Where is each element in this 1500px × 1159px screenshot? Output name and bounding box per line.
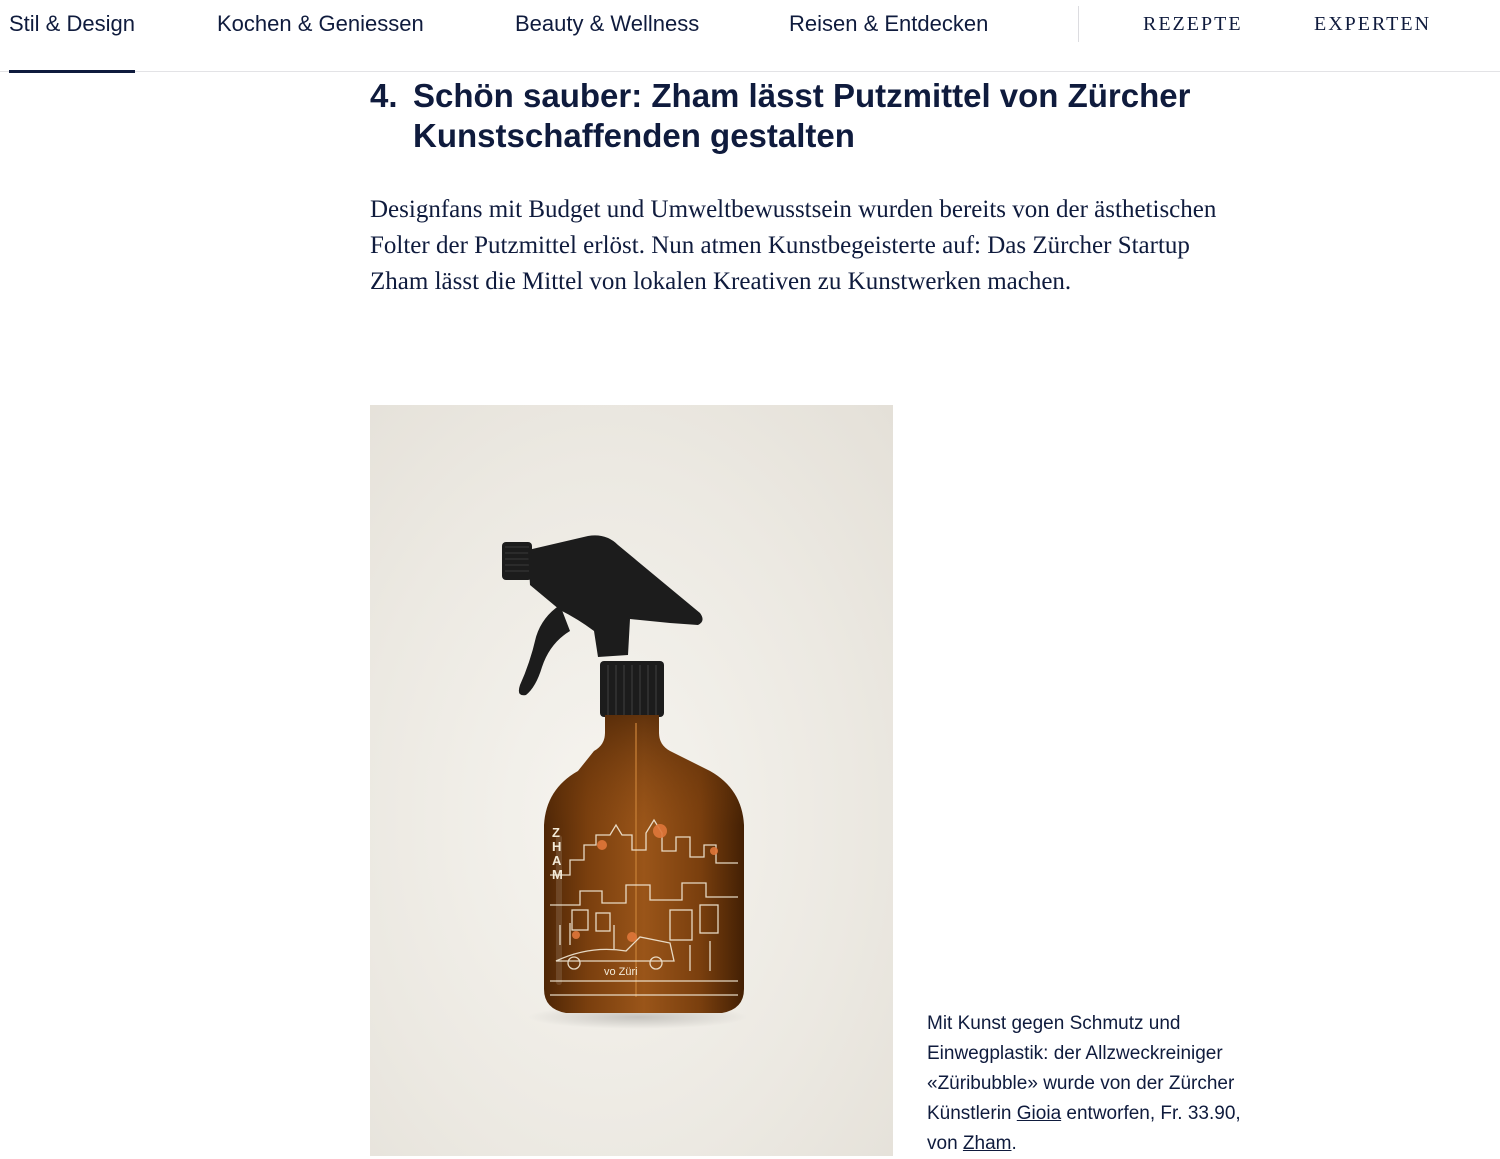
caption-link-zham[interactable]: Zham	[962, 1133, 1012, 1154]
sprayer-head	[502, 535, 703, 717]
svg-text:A: A	[552, 853, 562, 868]
svg-text:M: M	[552, 867, 563, 882]
caption-text: Mit Kunst gegen Schmutz und Einwegplastik: der Allzweckreiniger «Züribubble» wurde von der Zürcher Künstlerin	[927, 1013, 1235, 1124]
section-number: 4.	[370, 77, 398, 114]
section-heading	[370, 76, 1250, 156]
figure-caption	[927, 1009, 1272, 1159]
nav-item-kochen-geniessen[interactable]	[217, 0, 424, 72]
caption-link-gioia[interactable]: Gioia	[1016, 1103, 1062, 1124]
intro-paragraph: Designfans mit Budget und Umweltbewusstsein wurden bereits von der ästhetischen Folter der Putzmittel erlöst. Nun atmen Kunstbegeisterte auf: Das Zürcher Startup Zham lässt die Mittel von lokalen Kreativen zu Kunstwerken machen.	[370, 196, 1217, 295]
nav-item-beauty-wellness[interactable]	[515, 0, 699, 72]
nav-link-rezepte[interactable]: REZEPTE	[1143, 13, 1243, 35]
nav-item-label: Stil & Design	[9, 11, 135, 36]
nav-item-label: Beauty & Wellness	[515, 11, 700, 36]
caption-text: .	[1011, 1133, 1017, 1154]
nav-link-experten[interactable]: EXPERTEN	[1314, 13, 1432, 35]
svg-text:Z: Z	[552, 825, 560, 840]
nav-item-label: Reisen & Entdecken	[789, 11, 989, 36]
active-tab-underline	[9, 70, 135, 73]
spray-bottle-illustration	[370, 405, 893, 1156]
nav-item-reisen-entdecken[interactable]	[789, 0, 988, 72]
nav-divider	[1078, 6, 1079, 42]
nav-item-stil-design[interactable]	[9, 0, 135, 72]
section-title: Schön sauber: Zham lässt Putzmittel von Zürcher Kunstschaffenden gestalten	[413, 77, 1191, 154]
nav-item-label: Kochen & Geniessen	[217, 11, 424, 36]
product-photo	[370, 405, 893, 1156]
caption-text: entworfen, Fr. 33.90, von	[927, 1103, 1241, 1154]
top-navigation	[0, 0, 1500, 72]
bottle-lettering: vo Züri	[604, 966, 638, 978]
svg-text:H: H	[552, 839, 562, 854]
